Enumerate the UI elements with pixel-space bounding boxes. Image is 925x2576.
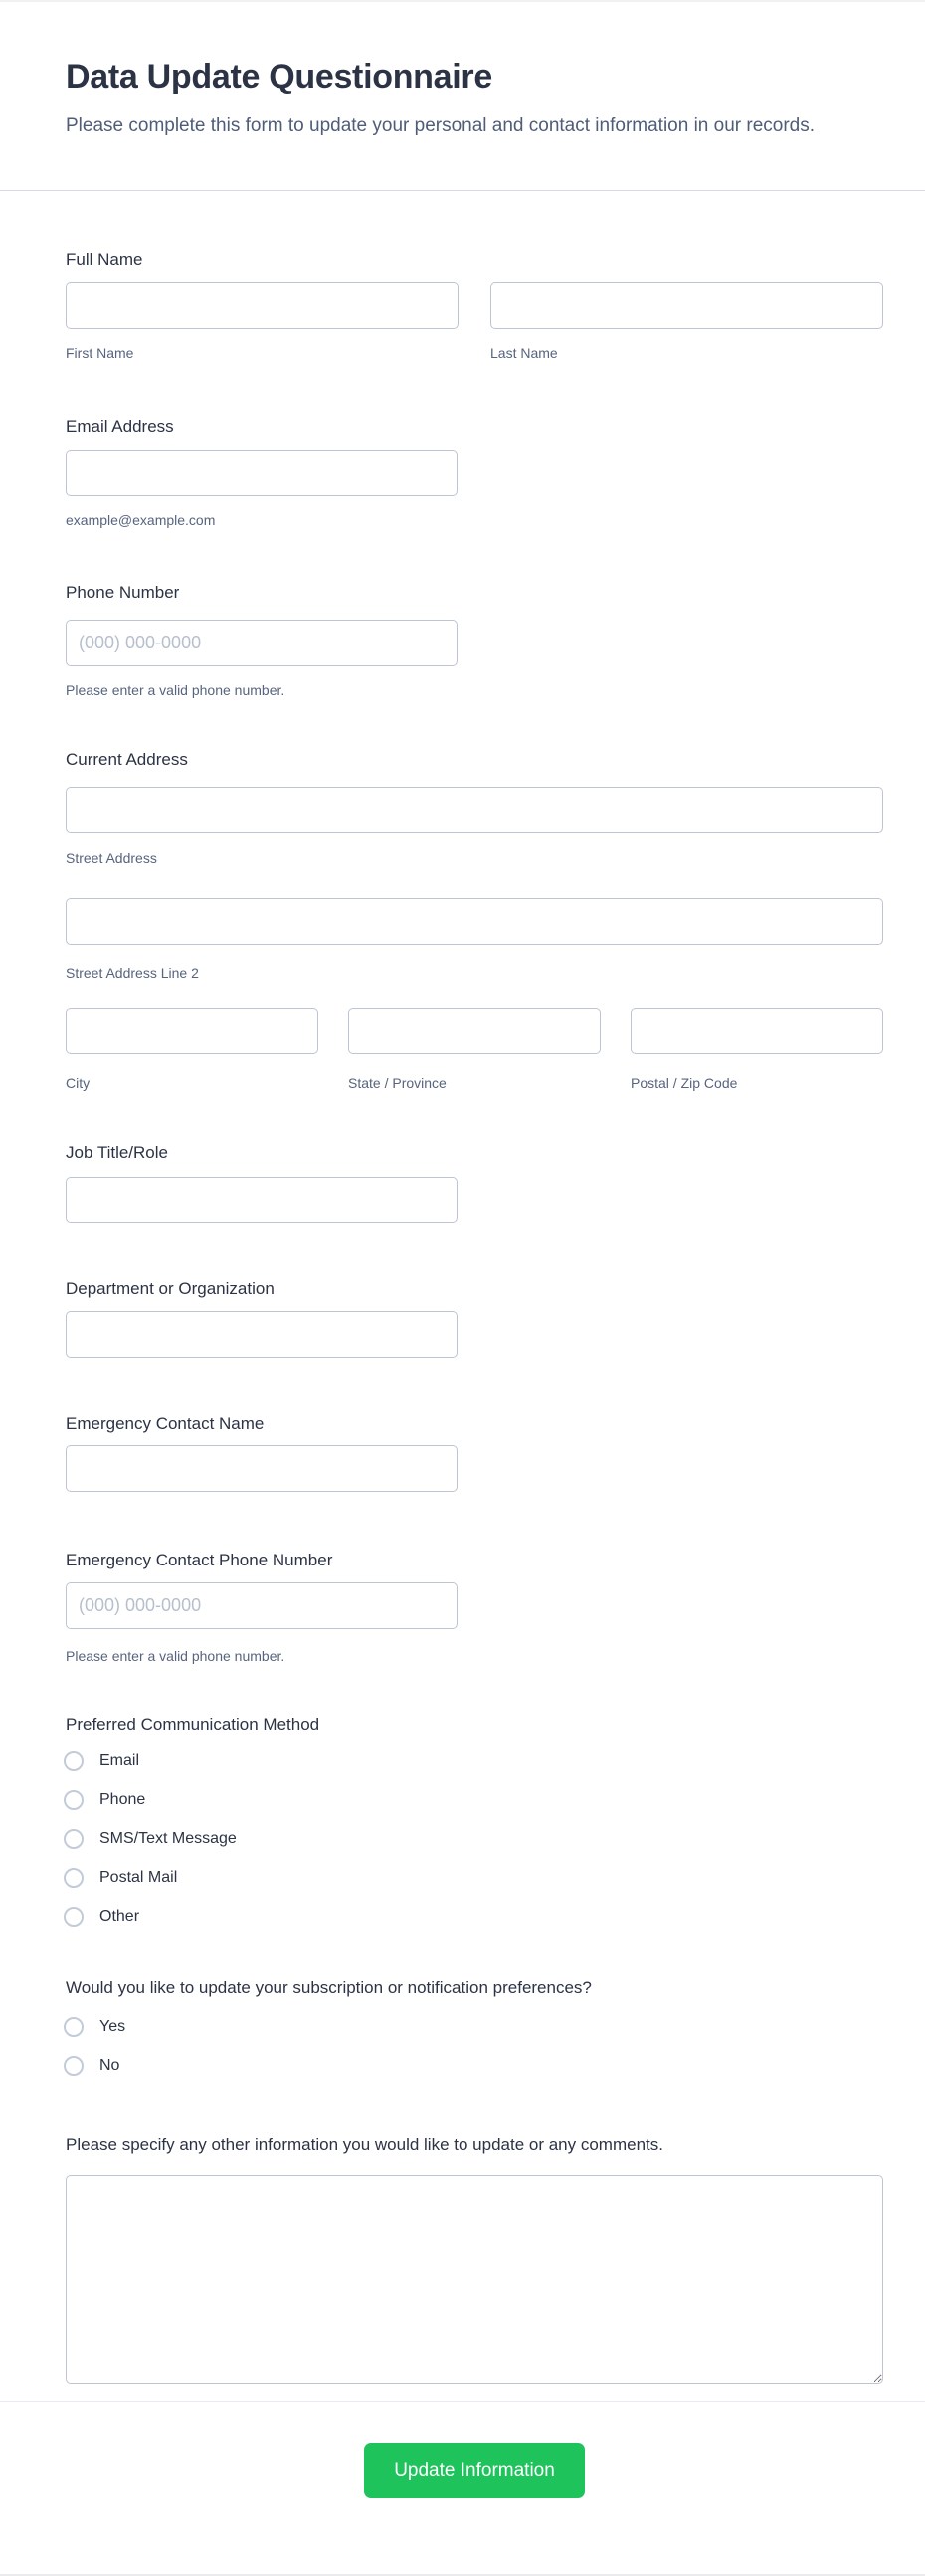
radio-option-label: Postal Mail [99, 1869, 178, 1886]
email-input[interactable] [66, 450, 458, 496]
emergency-contact-phone-label: Emergency Contact Phone Number [66, 1551, 333, 1569]
question-emergency-contact-phone [66, 1550, 883, 1664]
radio-option-email[interactable] [64, 1751, 883, 1771]
last-name-sublabel: Last Name [490, 345, 558, 361]
street-address-line2-sublabel: Street Address Line 2 [66, 965, 199, 981]
radio-icon[interactable] [64, 2056, 84, 2076]
phone-sublabel: Please enter a valid phone number. [66, 682, 285, 698]
radio-option-label: Other [99, 1908, 140, 1925]
street-address-sublabel: Street Address [66, 850, 157, 866]
radio-option-other[interactable] [64, 1907, 883, 1927]
street-address-line2-input[interactable] [66, 898, 883, 945]
form-fields [0, 191, 925, 2384]
form-header [0, 2, 925, 141]
zip-input[interactable] [631, 1008, 883, 1054]
radio-option-label: Yes [99, 2018, 126, 2035]
preferred-method-label: Preferred Communication Method [66, 1715, 320, 1734]
question-address [66, 749, 883, 1091]
radio-option-label: Email [99, 1752, 140, 1769]
comments-textarea[interactable] [66, 2175, 883, 2384]
radio-option-label: SMS/Text Message [99, 1830, 237, 1847]
radio-icon[interactable] [64, 1907, 84, 1927]
radio-option-yes[interactable] [64, 2017, 883, 2037]
radio-option-postal-mail[interactable] [64, 1868, 883, 1888]
emergency-contact-phone-input[interactable] [66, 1582, 458, 1629]
radio-option-phone[interactable] [64, 1790, 883, 1810]
phone-input[interactable] [66, 620, 458, 666]
submit-row [0, 2443, 925, 2548]
question-subscription-update [66, 1977, 883, 2076]
first-name-sublabel: First Name [66, 345, 134, 361]
question-comments [66, 2134, 883, 2384]
radio-option-no[interactable] [64, 2056, 883, 2076]
emergency-contact-name-label: Emergency Contact Name [66, 1414, 265, 1433]
radio-icon[interactable] [64, 1868, 84, 1888]
street-address-input[interactable] [66, 787, 883, 833]
footer-divider [0, 2401, 925, 2402]
update-information-button[interactable]: Update Information [364, 2443, 585, 2498]
subscription-update-label: Would you like to update your subscription or notification preferences? [66, 1978, 592, 1997]
zip-sublabel: Postal / Zip Code [631, 1075, 738, 1091]
comments-label: Please specify any other information you would like to update or any comments. [66, 2135, 663, 2154]
city-sublabel: City [66, 1075, 91, 1091]
question-full-name [66, 249, 883, 361]
radio-icon[interactable] [64, 1829, 84, 1849]
state-input[interactable] [348, 1008, 601, 1054]
question-department [66, 1278, 883, 1358]
job-title-input[interactable] [66, 1177, 458, 1223]
email-label: Email Address [66, 417, 174, 436]
radio-icon[interactable] [64, 2017, 84, 2037]
job-title-label: Job Title/Role [66, 1143, 168, 1162]
department-label: Department or Organization [66, 1279, 275, 1298]
question-email [66, 416, 883, 528]
emergency-contact-phone-sublabel: Please enter a valid phone number. [66, 1648, 285, 1664]
question-preferred-method [66, 1714, 883, 1927]
last-name-input[interactable] [490, 282, 883, 329]
radio-option-sms[interactable] [64, 1829, 883, 1849]
email-sublabel: example@example.com [66, 512, 216, 528]
question-phone [66, 582, 883, 698]
full-name-label: Full Name [66, 250, 143, 269]
radio-icon[interactable] [64, 1790, 84, 1810]
address-label: Current Address [66, 750, 188, 769]
department-input[interactable] [66, 1311, 458, 1358]
form-subtitle: Please complete this form to update your personal and contact information in our records. [66, 115, 816, 136]
form-title: Data Update Questionnaire [66, 58, 492, 95]
phone-label: Phone Number [66, 583, 180, 602]
city-input[interactable] [66, 1008, 318, 1054]
radio-option-label: No [99, 2057, 120, 2074]
radio-option-label: Phone [99, 1791, 146, 1808]
question-emergency-contact-name [66, 1413, 883, 1492]
emergency-contact-name-input[interactable] [66, 1445, 458, 1492]
radio-icon[interactable] [64, 1751, 84, 1771]
state-sublabel: State / Province [348, 1075, 447, 1091]
question-job-title [66, 1142, 883, 1223]
first-name-input[interactable] [66, 282, 459, 329]
